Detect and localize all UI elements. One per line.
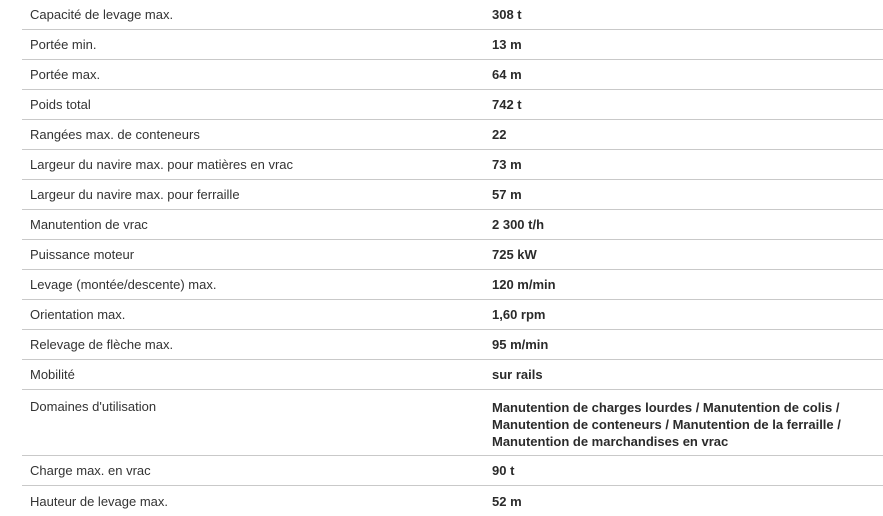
spec-row — [22, 300, 883, 330]
spec-row — [22, 390, 883, 456]
spec-value: Manutention de charges lourdes / Manutention de colis / Manutention de conteneurs / Manutention de la ferraille / Manutention de marchandises en vrac — [492, 400, 841, 449]
spec-label: Charge max. en vrac — [30, 463, 151, 478]
spec-label: Largeur du navire max. pour matières en vrac — [30, 157, 294, 172]
spec-row — [22, 180, 883, 210]
spec-value: 22 — [492, 127, 507, 142]
spec-value: sur rails — [492, 367, 543, 382]
spec-value: 13 m — [492, 37, 522, 52]
spec-row — [22, 486, 883, 516]
spec-row — [22, 0, 883, 30]
spec-value: 73 m — [492, 157, 522, 172]
spec-row — [22, 120, 883, 150]
spec-label: Mobilité — [30, 367, 75, 382]
spec-row — [22, 270, 883, 300]
spec-value: 725 kW — [492, 247, 537, 262]
spec-row — [22, 90, 883, 120]
spec-value: 57 m — [492, 187, 522, 202]
spec-row — [22, 360, 883, 390]
spec-value: 64 m — [492, 67, 522, 82]
spec-value: 2 300 t/h — [492, 217, 545, 232]
spec-value: 120 m/min — [492, 277, 556, 292]
spec-value: 52 m — [492, 493, 522, 509]
spec-value: 1,60 rpm — [492, 307, 546, 322]
spec-label: Orientation max. — [30, 307, 126, 322]
spec-label: Domaines d'utilisation — [30, 399, 157, 414]
spec-label: Portée min. — [30, 37, 97, 52]
spec-value: 742 t — [492, 97, 522, 112]
spec-row — [22, 60, 883, 90]
spec-value: 308 t — [492, 7, 522, 22]
spec-label: Largeur du navire max. pour ferraille — [30, 187, 240, 202]
spec-label: Levage (montée/descente) max. — [30, 277, 217, 292]
spec-label: Manutention de vrac — [30, 217, 148, 232]
spec-label: Portée max. — [30, 67, 101, 82]
spec-label: Relevage de flèche max. — [30, 337, 174, 352]
spec-label: Poids total — [30, 97, 91, 112]
spec-row — [22, 150, 883, 180]
spec-row — [22, 330, 883, 360]
spec-label: Rangées max. de conteneurs — [30, 127, 200, 142]
spec-row — [22, 30, 883, 60]
spec-value: 95 m/min — [492, 337, 549, 352]
specifications-table — [22, 0, 883, 516]
spec-label: Hauteur de levage max. — [30, 493, 169, 509]
spec-row — [22, 456, 883, 486]
spec-value: 90 t — [492, 463, 515, 478]
spec-row — [22, 240, 883, 270]
spec-label: Capacité de levage max. — [30, 7, 174, 22]
spec-row — [22, 210, 883, 240]
spec-label: Puissance moteur — [30, 247, 135, 262]
